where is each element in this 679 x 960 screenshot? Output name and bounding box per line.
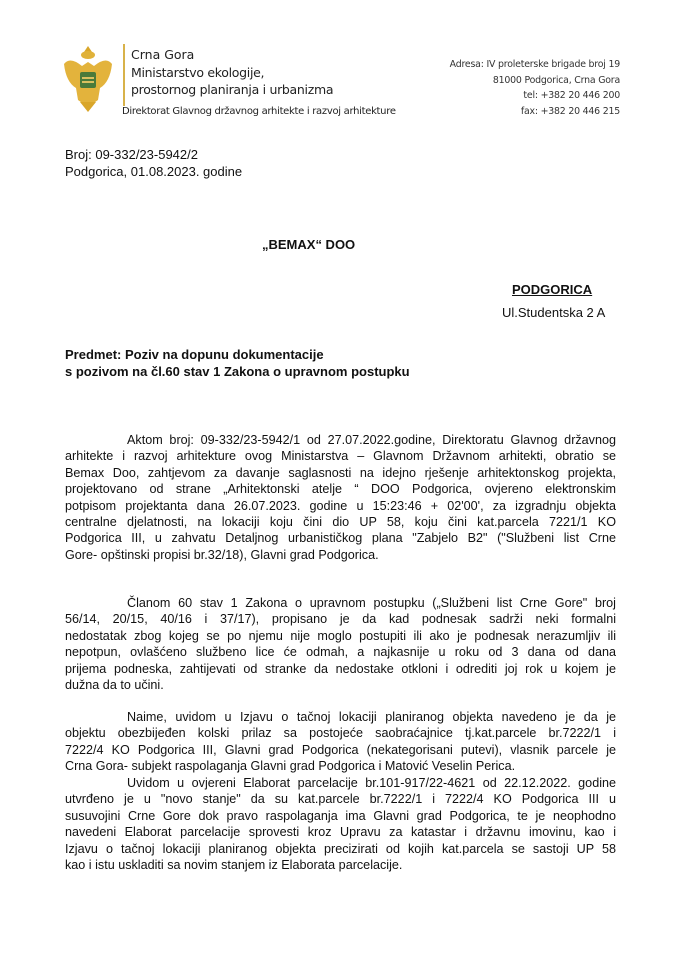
ministry-name <box>131 46 333 98</box>
paragraph-line: Crna Gora- subjekt raspolaganja Glavni grad Podgorica i Matović Veselin Perica. <box>65 759 516 774</box>
paragraph-line: Naime, uvidom u Izjavu o tačnoj lokaciji planiranog objekta navedeno je da je <box>127 710 616 724</box>
paragraph-line: Podgorica III, u zahvatu Detaljnog urbanističkog plana "Zabjelo B2" ("Službeni list Crne <box>65 531 616 546</box>
place-date: Podgorica, 01.08.2023. godine <box>65 164 243 179</box>
paragraph-line: nedostatak zbog kojeg se po njemu nije moglo postupiti ili ako je podnesak nerazumljiv ili <box>65 628 616 643</box>
header-divider <box>123 44 125 106</box>
paragraph-2 <box>65 595 616 693</box>
paragraph-line: susuvojini Crne Gore dok pravo raspolaganja ima Glavni grad Podgorica, te je neophodno <box>65 808 616 823</box>
paragraph-line: kao i istu uskladiti sa novim stanjem iz Elaborata parcelacije. <box>65 857 403 872</box>
address-block <box>450 57 620 119</box>
paragraph-line: arhitekte i razvoj arhitekture ovog Ministarstva – Glavnom Državnom arhitekti, obratio se <box>65 449 616 464</box>
montenegro-coat-of-arms-icon <box>60 42 116 114</box>
recipient-name: „BEMAX“ DOO <box>262 237 356 252</box>
paragraph-line: Aktom broj: 09-332/23-5942/1 od 27.07.2022.godine, Direktoratu Glavnog državnog <box>127 433 616 447</box>
paragraph-line: Bemax Doo, zahtjevom za davanje saglasnosti na idejno rješenje arhitektonskog projekta, <box>65 465 616 480</box>
paragraph-3 <box>65 709 616 775</box>
paragraph-line: potpisom projektanta dana 26.07.2023. godine u 15:23:46 + 02'00', za izgradnju objekta <box>65 498 616 513</box>
paragraph-line: nepotpun, ovlašćeno službeno lice će odmah, a najkasnije u roku od 3 dana od dana <box>65 645 616 660</box>
address-line: 81000 Podgorica, Crna Gora <box>492 74 620 86</box>
recipient-street: Ul.Studentska 2 A <box>502 305 606 320</box>
paragraph-line: projektovano od strane „Arhitektonski atelje “ DOO Podgorica, ovjereno elektronskim <box>65 482 616 497</box>
paragraph-line: objektu obezbijeđen kolski prilaz sa postojeće saobraćajnice tj.kat.parcele br.7222/1 i <box>65 726 616 741</box>
paragraph-line: Izjavu o tačnoj lokaciji planiranog objekta precizirati od kojih kat.parcela se sastoji UP 58 <box>65 841 616 856</box>
recipient-city: PODGORICA <box>512 282 593 297</box>
subject-line-1: Predmet: Poziv na dopunu dokumentacije <box>65 347 324 362</box>
paragraph-line: centralne djelatnosti, na lokaciji koju čini dio UP 58, koju čini kat.parcela 7221/1 KO <box>65 514 616 529</box>
subject-line-2: s pozivom na čl.60 stav 1 Zakona o upravnom postupku <box>65 364 410 379</box>
paragraph-line: prijema podneska, zahtijevati od stranke da nedostake otkloni i odrediti joj rok u kojem je <box>65 661 616 676</box>
paragraph-line: dužna da to učini. <box>65 677 164 692</box>
address-line: Adresa: IV proleterske brigade broj 19 <box>449 59 620 70</box>
directorate-name: Direktorat Glavnog državnog arhitekte i razvoj arhitekture <box>122 106 396 117</box>
fax: fax: +382 20 446 215 <box>520 105 620 117</box>
paragraph-4 <box>65 775 616 873</box>
paragraph-line: Članom 60 stav 1 Zakona o upravnom postupku („Službeni list Crne Gore" broj <box>127 596 616 610</box>
paragraph-line: Uvidom u ovjereni Elaborat parcelacije br.101-917/22-4621 od 22.12.2022. godine <box>127 776 616 790</box>
paragraph-line: 7222/4 KO Podgorica III, Glavni grad Podgorica (nekategorisani putevi), vlasnik parcele je <box>65 742 616 757</box>
paragraph-line: Gore- opštinski propisi br.32/18), Glavni grad Podgorica. <box>65 547 379 562</box>
reference-number: Broj: 09-332/23-5942/2 <box>65 147 198 162</box>
ministry-line-1: Ministarstvo ekologije, <box>131 65 265 80</box>
paragraph-line: navedeni Elaborat parcelacije sprovesti kroz Upravu za katastar i državnu imovinu, kao i <box>65 825 616 840</box>
ministry-line-2: prostornog planiranja i urbanizma <box>131 82 334 97</box>
paragraph-line: 56/14, 20/15, 40/16 i 37/17), propisano je da kad podnesak sadrži neki formalni <box>65 612 616 627</box>
paragraph-line: utvrđeno je u "novo stanje" da su kat.parcele br.7222/1 i 7222/4 KO Podgorica III u <box>65 792 616 807</box>
country-name: Crna Gora <box>131 47 195 62</box>
paragraph-1 <box>65 432 616 563</box>
phone: tel: +382 20 446 200 <box>523 90 620 101</box>
